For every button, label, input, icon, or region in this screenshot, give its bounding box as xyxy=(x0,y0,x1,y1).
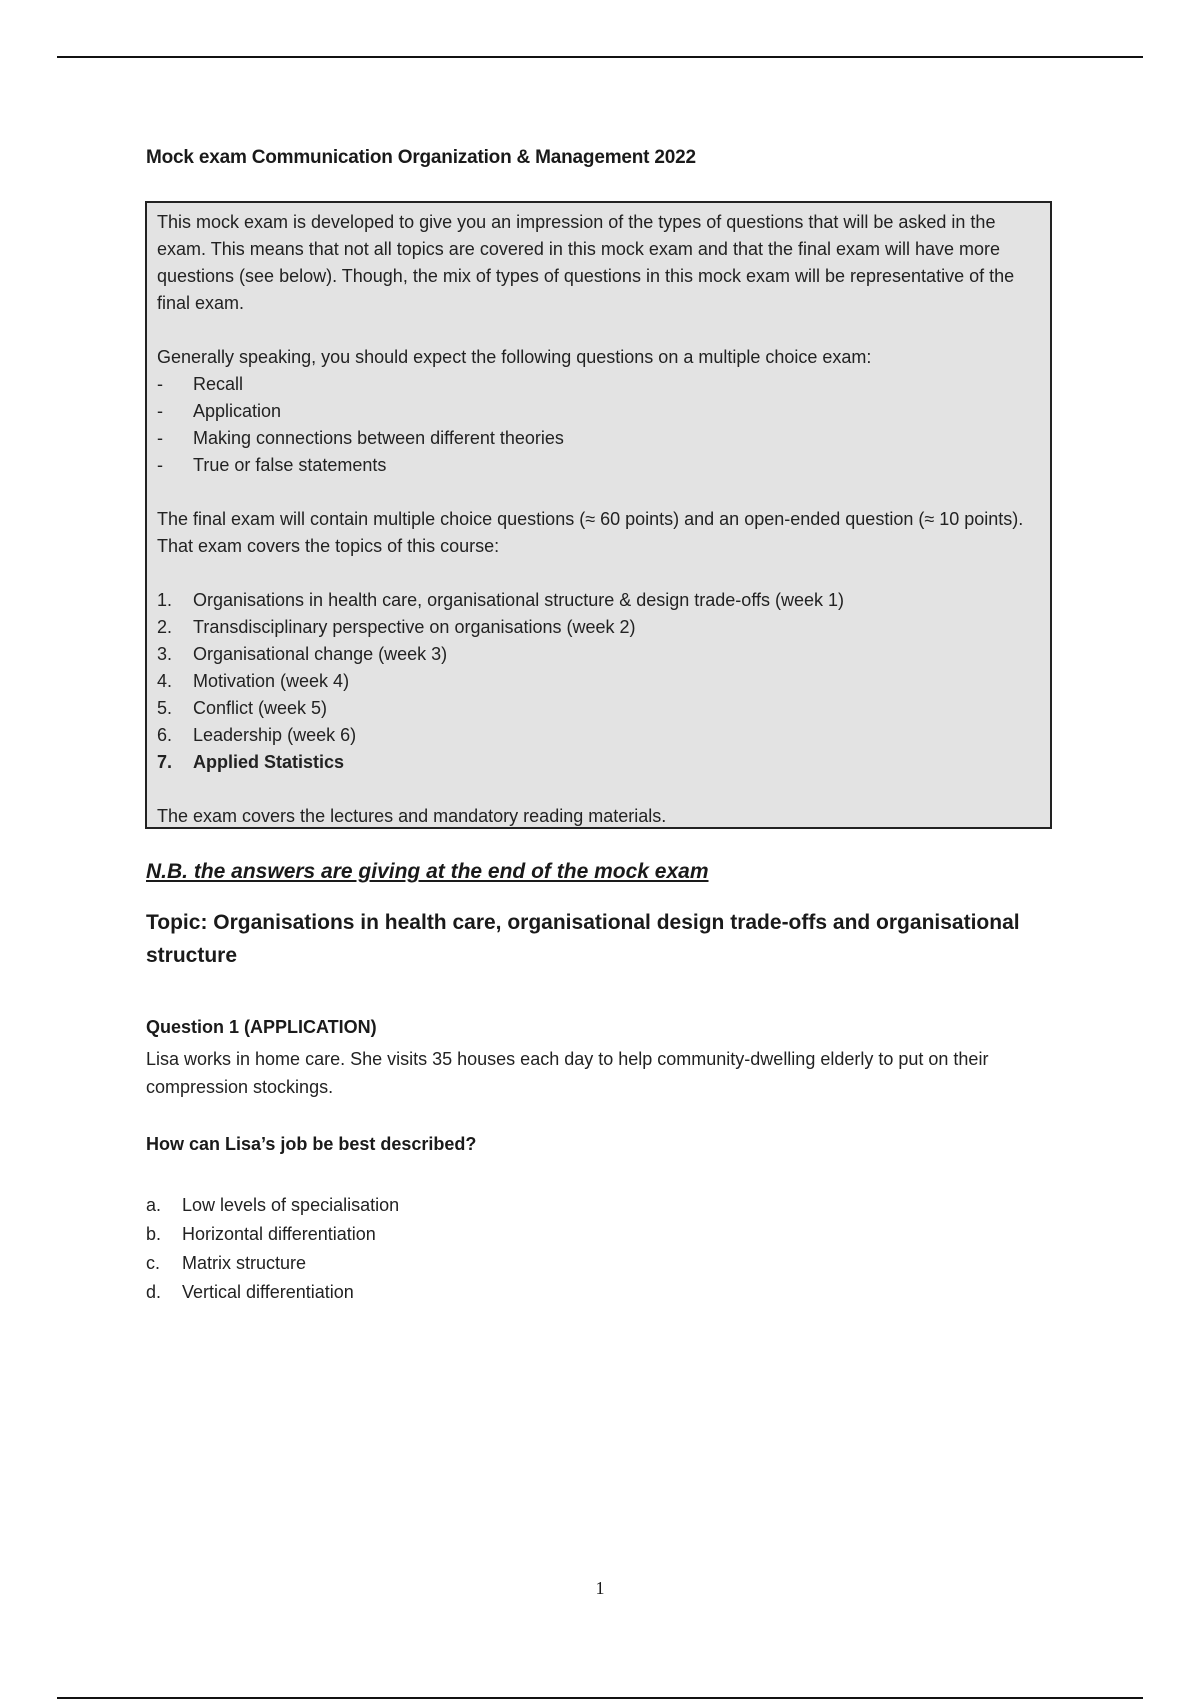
final-exam-paragraph: The final exam will contain multiple choice questions (≈ 60 points) and an open-ended question (≈ 10 points). That exam covers the topics of this course: xyxy=(157,509,1024,556)
document-title: Mock exam Communication Organization & Management 2022 xyxy=(146,147,696,168)
list-item: 7. Applied Statistics xyxy=(157,752,345,772)
answers-note: N.B. the answers are giving at the end of the mock exam xyxy=(146,860,709,883)
question-text: Lisa works in home care. She visits 35 houses each day to help community-dwelling elderly to put on their compression stockings. xyxy=(146,1049,989,1097)
list-item: 4. Motivation (week 4) xyxy=(157,671,350,691)
question-prompt: How can Lisa’s job be best described? xyxy=(146,1134,477,1154)
list-item: 5. Conflict (week 5) xyxy=(157,698,328,718)
question-type-list xyxy=(157,371,1040,479)
list-item: - Application xyxy=(157,401,282,421)
answer-option: a. Low levels of specialisation xyxy=(146,1195,400,1215)
list-item: - Recall xyxy=(157,374,244,394)
footer-rule xyxy=(57,1697,1143,1699)
topic-list xyxy=(157,587,1040,776)
header-rule xyxy=(57,56,1143,58)
answer-option: d. Vertical differentiation xyxy=(146,1282,354,1302)
answer-options xyxy=(146,1191,399,1307)
list-item: 1. Organisations in health care, organisational structure & design trade-offs (week 1) xyxy=(157,590,845,610)
expect-line: Generally speaking, you should expect the following questions on a multiple choice exam: xyxy=(157,347,872,367)
list-item: - Making connections between different theories xyxy=(157,428,564,448)
list-item: - True or false statements xyxy=(157,455,387,475)
list-item: 2. Transdisciplinary perspective on organisations (week 2) xyxy=(157,617,636,637)
list-item: 6. Leadership (week 6) xyxy=(157,725,357,745)
page-number: 1 xyxy=(595,1578,605,1598)
topic-heading: Topic: Organisations in health care, organisational design trade-offs and organisational structure xyxy=(146,911,1020,967)
intro-paragraph: This mock exam is developed to give you an impression of the types of questions that will be asked in the exam. This means that not all topics are covered in this mock exam and that the final exam will have more questions (see below). Though, the mix of types of questions in this mock exam will be representative of the final exam. xyxy=(157,212,1015,313)
answer-option: b. Horizontal differentiation xyxy=(146,1224,376,1244)
list-item: 3. Organisational change (week 3) xyxy=(157,644,448,664)
coverage-line: The exam covers the lectures and mandatory reading materials. xyxy=(157,806,667,826)
exam-info-box xyxy=(145,201,1052,829)
question-title: Question 1 (APPLICATION) xyxy=(146,1017,377,1037)
answer-option: c. Matrix structure xyxy=(146,1253,307,1273)
